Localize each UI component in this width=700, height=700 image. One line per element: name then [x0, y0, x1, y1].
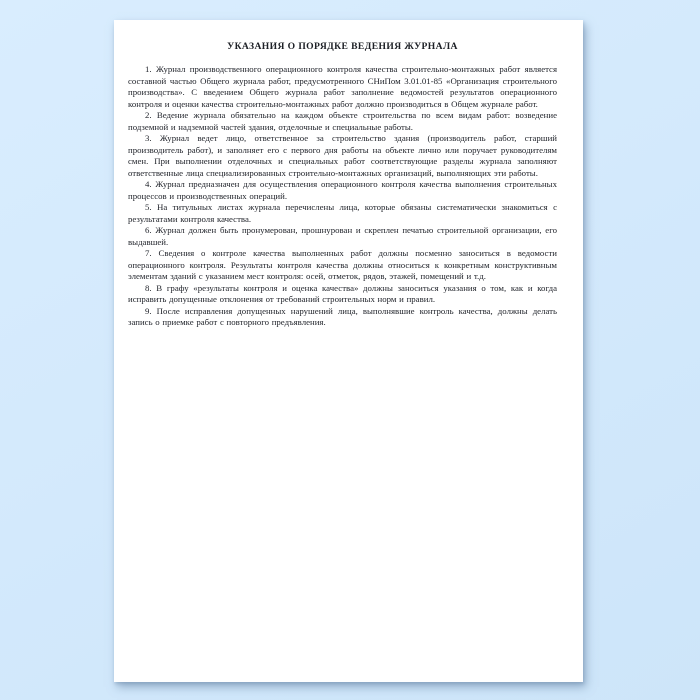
document-page: [114, 20, 583, 682]
paragraph-8: 8. В графу «результаты контроля и оценка качества» должны заноситься указания о том, как и когда исправить допущенные отклонения от требований строительных норм и правил.: [128, 282, 557, 304]
document-title: УКАЗАНИЯ О ПОРЯДКЕ ВЕДЕНИЯ ЖУРНАЛА: [227, 41, 458, 52]
paragraph-5: 5. На титульных листах журнала перечислены лица, которые обязаны систематически знакомиться с результатами контроля качества.: [128, 202, 557, 224]
document-body: [128, 64, 557, 329]
paragraph-4: 4. Журнал предназначен для осуществления операционного контроля качества выполнения строительных процессов и производственных операций.: [128, 179, 557, 201]
paragraph-7: 7. Сведения о контроле качества выполненных работ должны посменно заноситься в ведомости операционного контроля. Результаты контроля качества должны относиться к конкретным конструктивным элементам зданий с указанием мест контроля: осей, отметок, рядов, этажей, помещений и т.д.: [128, 248, 557, 281]
paragraph-1: 1. Журнал производственного операционного контроля качества строительно-монтажных работ является составной частью Общего журнала работ, предусмотренного СНиПом 3.01.01-85 «Организация строительного производства». С введением Общего журнала работ заполнение ведомостей результатов операционного контроля и оценки качества строительно-монтажных работ должно производиться в Общем журнале работ.: [128, 64, 557, 109]
paragraph-3: 3. Журнал ведет лицо, ответственное за строительство здания (производитель работ, старший производитель работ), и заполняет его с первого дня работы на объекте лично или поручает руководителям смен. При выполнении отделочных и специальных работ соответствующие разделы журнала заполняют ответственные лица специализированных строительно-монтажных организаций, выполняющих эти работы.: [128, 133, 557, 178]
paragraph-6: 6. Журнал должен быть пронумерован, прошнурован и скреплен печатью строительной организации, его выдавшей.: [128, 225, 557, 247]
paragraph-2: 2. Ведение журнала обязательно на каждом объекте строительства по всем видам работ: возведение подземной и надземной частей здания, отделочные и специальные работы.: [128, 110, 557, 132]
paragraph-9: 9. После исправления допущенных нарушений лица, выполнявшие контроль качества, должны делать запись о приемке работ с повторного предъявления.: [128, 305, 557, 327]
